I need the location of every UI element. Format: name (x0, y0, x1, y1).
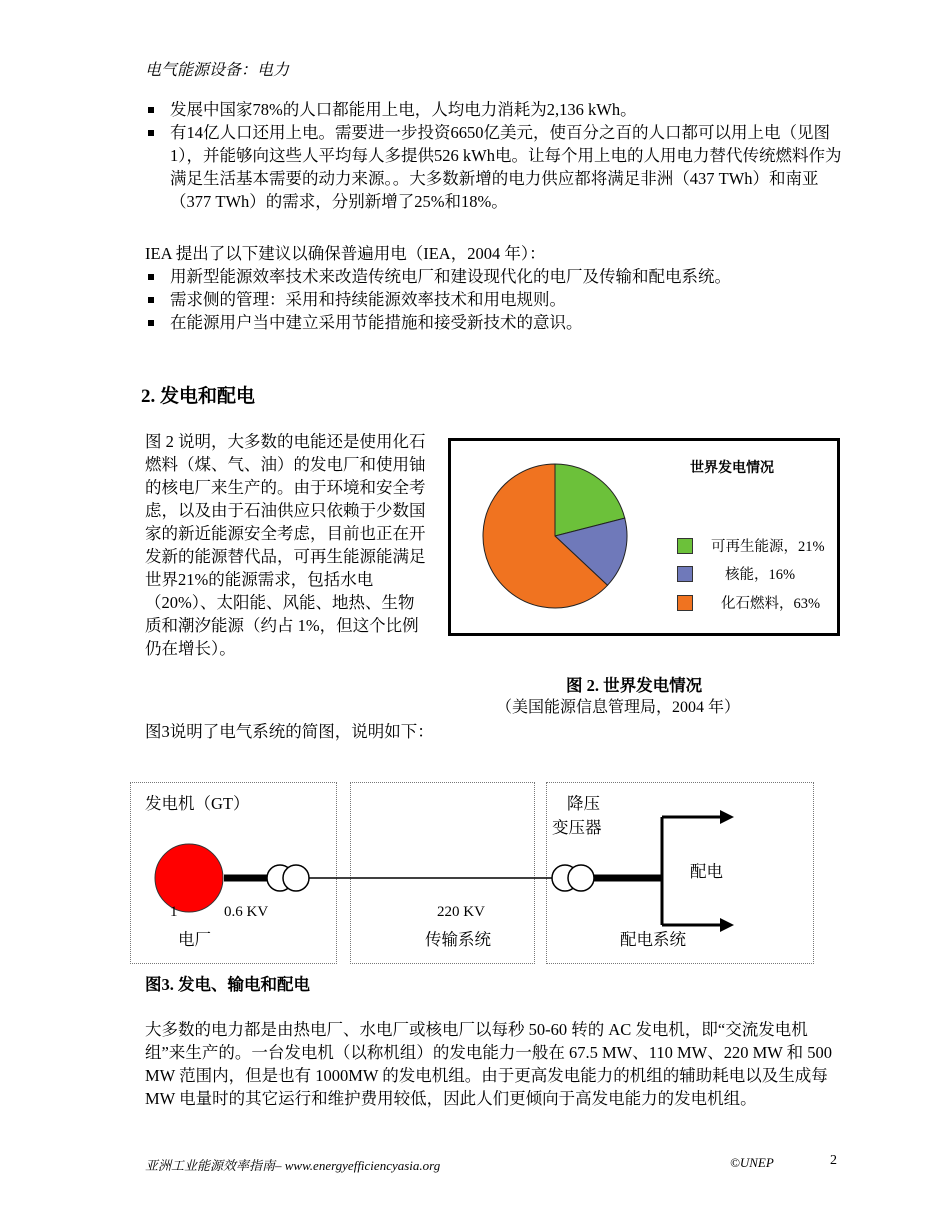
bullet-list-1 (145, 98, 845, 213)
list-item: 有14亿人口还用上电。需要进一步投资6650亿美元，使百分之百的人口都可以用上电（见图1），并能够向这些人平均每人多提供526 kWh电。让每个用上电的人用电力替代传统燃料作为满足生活基本需要的动力来源。。大多数新增的电力供应都将满足非洲（437 TWh）和南亚（377 TWh）的需求，分别新增了25%和18%。 (145, 121, 845, 213)
page-number: 2 (830, 1153, 837, 1168)
legend-label: 核能，16% (725, 567, 796, 583)
page-header: 电气能源设备：电力 (145, 62, 290, 79)
list-item: 用新型能源效率技术来改造传统电厂和建设现代化的电厂及传输和配电系统。 (145, 265, 845, 288)
footer-left: 亚洲工业能源效率指南– www.energyefficiencyasia.org (145, 1158, 441, 1173)
pie-chart (480, 461, 630, 611)
legend-swatch (677, 595, 693, 611)
figure3-caption: 图3. 发电、输电和配电 (145, 975, 310, 994)
bullet-list-2 (145, 265, 845, 334)
legend-item-nuclear (677, 563, 795, 584)
distribution-label: 配电 (690, 862, 723, 881)
distribution-system-label: 配电系统 (620, 930, 686, 949)
left-paragraph: 图 2 说明，大多数的电能还是使用化石燃料（煤、气、油）的发电厂和使用铀的核电厂来生产的。由于环境和安全考虑，以及由于石油供应只依赖于少数国家的新近能源安全考虑，目前也正在开发新的能源替代品，可再生能源能满足世界21%的能源需求，包括水电（20%）、太阳能、风能、地热、生物质和潮汐能源（约占 1%，但这个比例仍在增长）。 (145, 432, 426, 658)
legend-swatch (677, 538, 693, 554)
plant-label: 电厂 (178, 930, 211, 949)
figure2-source: （美国能源信息管理局，2004 年） (496, 699, 741, 716)
footer-publisher: ©UNEP (730, 1155, 774, 1170)
generator-number: 1 (170, 904, 178, 920)
generator-icon (155, 844, 223, 912)
list-item: 在能源用户当中建立采用节能措施和接受新技术的意识。 (145, 311, 845, 334)
legend-label: 可再生能源，21% (711, 539, 825, 555)
transmission-label: 传输系统 (425, 930, 491, 949)
list-item: 发展中国家78%的人口都能用上电，人均电力消耗为2,136 kWh。 (145, 98, 845, 121)
arrow-right-icon (720, 918, 734, 932)
legend-item-fossil (677, 592, 820, 613)
transformer-icon (568, 865, 594, 891)
legend-item-renewable (677, 535, 825, 556)
transformer-label-1: 降压 (567, 794, 600, 813)
legend-swatch (677, 566, 693, 582)
section-title: 2. 发电和配电 (141, 386, 256, 407)
transformer-icon (283, 865, 309, 891)
generator-label: 发电机（GT） (145, 794, 250, 813)
left-paragraph-2: 图3说明了电气系统的简图，说明如下： (145, 722, 434, 741)
voltage-label-2: 220 KV (437, 904, 485, 920)
list-item: 需求侧的管理：采用和持续能源效率技术和用电规则。 (145, 288, 845, 311)
chart-title: 世界发电情况 (690, 461, 774, 476)
arrow-right-icon (720, 810, 734, 824)
iea-intro: IEA 提出了以下建议以确保普遍用电（IEA，2004 年）： (145, 244, 546, 263)
bottom-paragraph: 大多数的电力都是由热电厂、水电厂或核电厂以每秒 50-60 转的 AC 发电机，即“交流发电机组”来生产的。一台发电机（以称机组）的发电能力一般在 67.5 MW、110 MW、220 MW 和 500 MW 范围内，但是也有 1000MW 的发电机组。由于更高发电能力的机组的辅助耗电以及生成每 MW 电量时的其它运行和维护费用较低，因此人们更倾向于高发电能力的发电机组。 (145, 1020, 833, 1108)
transformer-label-2: 变压器 (552, 818, 602, 837)
legend-label: 化石燃料，63% (721, 596, 821, 612)
voltage-label-1: 0.6 KV (224, 904, 269, 920)
figure2-caption: 图 2. 世界发电情况 (566, 676, 703, 695)
